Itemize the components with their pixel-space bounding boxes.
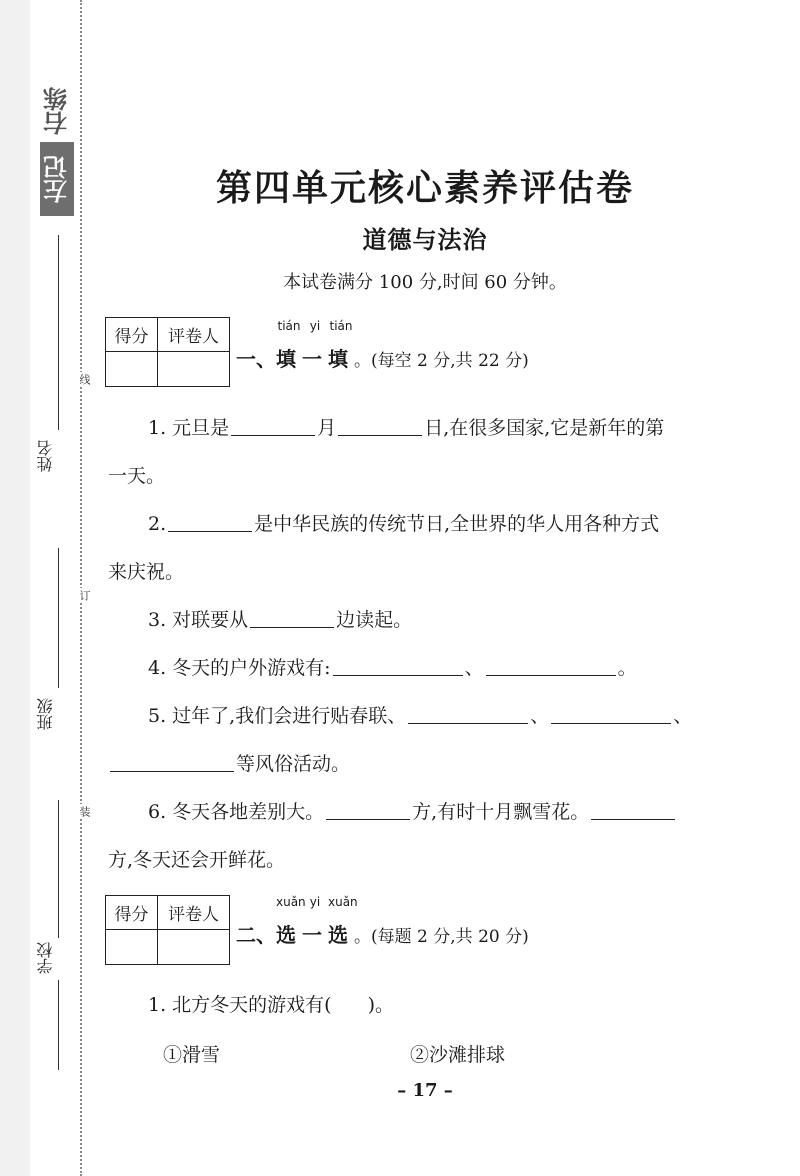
heading-char: xuǎn 选	[276, 895, 306, 947]
choice-question-1: 1. 北方冬天的游戏有( )。	[148, 994, 395, 1016]
answer-blank[interactable]	[110, 753, 234, 772]
class-line	[58, 548, 59, 688]
answer-blank[interactable]	[486, 657, 616, 676]
answer-blank[interactable]	[326, 801, 410, 820]
fill-question-6: 6. 冬天各地差别大。 方,有时十月飘雪花。	[108, 797, 798, 824]
name-label: 姓名	[36, 440, 55, 472]
section-number: 二、	[236, 923, 276, 947]
score-label: 得分	[106, 318, 158, 352]
section-note: 。(每题 2 分,共 20 分)	[354, 927, 529, 947]
fill-question-6-cont: 方,冬天还会开鲜花。	[108, 849, 286, 871]
score-cell[interactable]	[106, 352, 158, 386]
heading-char: tián 填	[328, 319, 354, 371]
answer-blank[interactable]	[338, 417, 422, 436]
answer-blank[interactable]	[250, 609, 334, 628]
fill-question-1: 1. 元旦是 月 日,在很多国家,它是新年的第	[148, 417, 665, 439]
cut-label-line: 线	[78, 374, 91, 385]
fill-question-2: 2. 是中华民族的传统节日,全世界的华人用各种方式	[148, 513, 660, 535]
score-label: 得分	[106, 896, 158, 930]
choice-option-1[interactable]: ①滑雪	[163, 1044, 221, 1066]
brand-part-right: 右练	[43, 87, 72, 135]
answer-blank[interactable]	[168, 513, 252, 532]
score-box-section1	[105, 317, 230, 387]
grader-cell[interactable]	[158, 930, 229, 964]
score-cell[interactable]	[106, 930, 158, 964]
choice-option-2[interactable]: ②沙滩排球	[410, 1044, 506, 1066]
heading-char: yi 一	[302, 895, 328, 947]
page-subtitle: 道德与法治	[362, 226, 488, 254]
school-label: 学校	[36, 942, 55, 974]
class-label: 班级	[36, 698, 55, 730]
fill-question-5-cont: 等风俗活动。	[108, 749, 758, 776]
heading-char: tián 填	[276, 319, 302, 371]
cut-label-order: 订	[78, 590, 91, 601]
answer-blank[interactable]	[333, 657, 463, 676]
section-heading-choice	[236, 895, 529, 948]
page-number: – 17 –	[397, 1080, 453, 1101]
fill-question-4: 4. 冬天的户外游戏有: 、 。	[148, 657, 637, 679]
grader-label: 评卷人	[158, 318, 229, 352]
name-line	[58, 235, 59, 430]
score-box-section2	[105, 895, 230, 965]
heading-char: xuǎn 选	[328, 895, 358, 947]
brand-part-left: 左记	[40, 142, 74, 216]
grader-cell[interactable]	[158, 352, 229, 386]
answer-blank[interactable]	[591, 801, 675, 820]
exam-info: 本试卷满分 100 分,时间 60 分钟。	[283, 272, 567, 293]
section-heading-fill	[236, 319, 529, 372]
fill-question-3: 3. 对联要从 边读起。	[148, 609, 413, 631]
cut-label-bind: 装	[78, 806, 91, 817]
answer-blank[interactable]	[408, 705, 528, 724]
grader-label: 评卷人	[158, 896, 229, 930]
fill-question-5: 5. 过年了,我们会进行贴春联、 、 、	[148, 705, 693, 727]
fill-question-2-cont: 来庆祝。	[108, 561, 185, 583]
page-title: 第四单元核心素养评估卷	[215, 168, 634, 209]
fill-question-1-cont: 一天。	[108, 465, 166, 487]
school-line	[58, 800, 59, 938]
margin-line-bottom	[58, 980, 59, 1070]
answer-blank[interactable]	[551, 705, 671, 724]
heading-char: yi 一	[302, 319, 328, 371]
answer-blank[interactable]	[231, 417, 315, 436]
section-note: 。(每空 2 分,共 22 分)	[354, 351, 529, 371]
section-number: 一、	[236, 347, 276, 371]
